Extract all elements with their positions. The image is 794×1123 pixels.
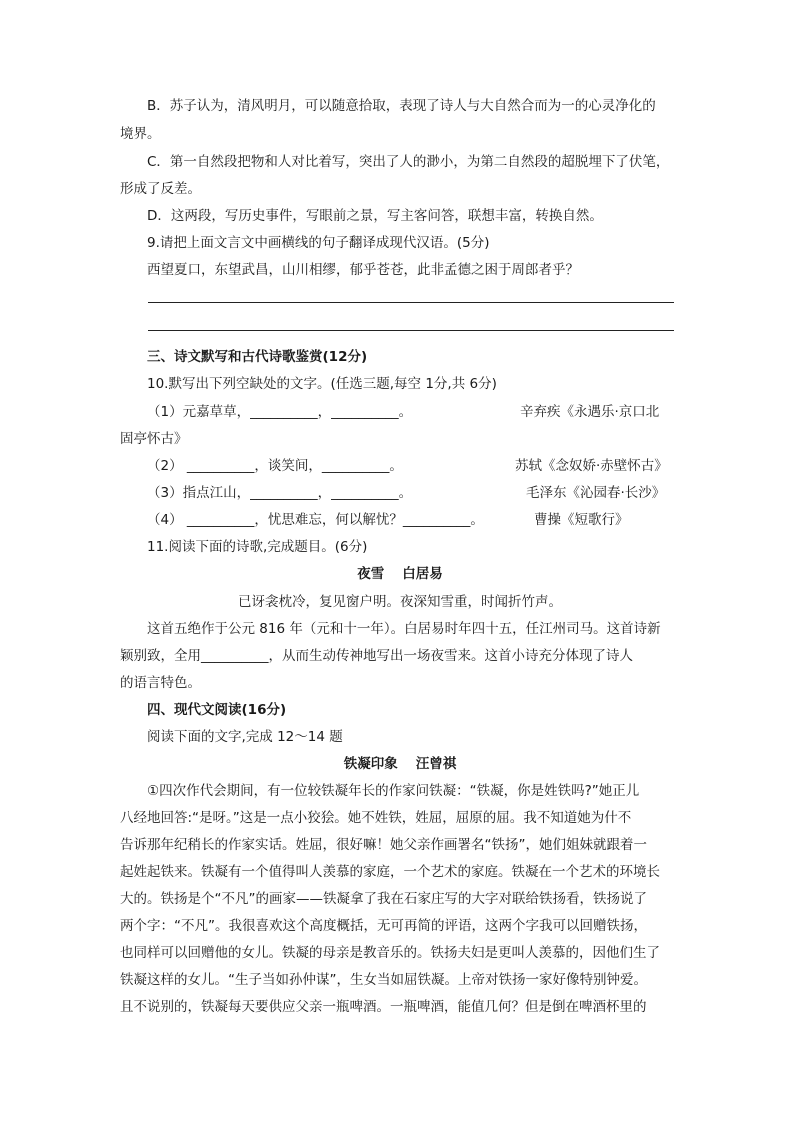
option-c-line1: C．第一自然段把物和人对比着写，突出了人的渺小，为第二自然段的超脱埋下了伏笔， xyxy=(147,154,670,170)
article-para-line: 且不说别的，铁凝每天要供应父亲一瓶啤酒。一瓶啤酒，能值几何？但是倒在啤酒杯里的 xyxy=(120,999,647,1015)
q9-prompt: 9.请把上面文言文中画横线的句子翻译成现代汉语。(5分) xyxy=(147,235,490,251)
q10-item-2-source: 苏轼《念奴娇·赤壁怀古》 xyxy=(515,458,668,474)
section4-prompt: 阅读下面的文字,完成 12～14 题 xyxy=(147,729,343,745)
q10-item-4-source: 曹操《短歌行》 xyxy=(534,512,629,528)
article-para-line: 告诉那年纪稍长的作家实话。姓屈，很好嘛！她父亲作画署名“铁扬”，她们姐妹就跟着一 xyxy=(120,837,647,853)
q10-item-1-source: 辛弃疾《永遇乐·京口北 xyxy=(520,404,660,420)
q10-item-1-source-cont: 固亭怀古》 xyxy=(120,431,188,447)
option-d-line1: D．这两段，写历史事件，写眼前之景，写主客问答，联想丰富，转换自然。 xyxy=(147,208,603,224)
analysis-line2: 颖别致，全用__________，从而生动传神地写出一场夜雪来。这首小诗充分体现了诗人 xyxy=(120,648,633,664)
article-para-line: 八经地回答:“是呀。”这是一点小狡狯。她不姓铁，姓屈，屈原的屈。我不知道她为什不 xyxy=(120,810,632,826)
option-c-line2: 形成了反差。 xyxy=(120,181,201,197)
article-author: 汪曾祺 xyxy=(415,756,457,772)
poem-title: 夜雪 xyxy=(357,566,385,582)
section3-heading: 三、诗文默写和古代诗歌鉴赏(12分) xyxy=(147,349,368,365)
answer-line-2 xyxy=(148,330,674,331)
option-b-line2: 境界。 xyxy=(120,126,161,142)
q10-item-4: （4） __________，忧思难忘，何以解忧？__________。 xyxy=(147,512,484,528)
article-para-line: 铁凝这样的女儿。“生子当如孙仲谋”，生女当如屈铁凝。上帝对铁扬一家好像特别钟爱。 xyxy=(120,972,647,988)
article-para-line: 也同样可以回赠他的女儿。铁凝的母亲是教音乐的。铁扬夫妇是更叫人羡慕的，因他们生了 xyxy=(120,945,660,961)
article-para-line: 大的。铁扬是个“不凡”的画家——铁凝拿了我在石家庄写的大字对联给铁扬看，铁扬说了 xyxy=(120,891,647,907)
option-b-line1: B．苏子认为，清风明月，可以随意拾取，表现了诗人与大自然合而为一的心灵净化的 xyxy=(147,98,656,114)
q10-item-3: （3）指点江山，__________，__________。 xyxy=(147,485,413,501)
analysis-line3: 的语言特色。 xyxy=(120,675,201,691)
poem-title-line xyxy=(120,564,680,584)
poem-text: 已讶衾枕冷，复见窗户明。夜深知雪重，时闻折竹声。 xyxy=(238,594,562,610)
q10-prompt: 10.默写出下列空缺处的文字。(任选三题,每空 1分,共 6分) xyxy=(147,376,497,392)
q10-item-1: （1）元嘉草草，__________，__________。 xyxy=(147,404,413,420)
article-para-line: ①四次作代会期间，有一位较铁凝年长的作家问铁凝：“铁凝，你是姓铁吗?”她正儿 xyxy=(147,783,640,799)
analysis-line1: 这首五绝作于公元 816 年（元和十一年）。白居易时年四十五，任江州司马。这首诗新 xyxy=(147,621,661,637)
section4-heading: 四、现代文阅读(16分) xyxy=(147,702,287,718)
answer-line-1 xyxy=(148,302,674,303)
q10-item-2: （2） __________，谈笑间，__________。 xyxy=(147,458,403,474)
q10-item-3-source: 毛泽东《沁园春·长沙》 xyxy=(526,485,666,501)
article-para-line: 起姓起铁来。铁凝有一个值得叫人羡慕的家庭，一个艺术的家庭。铁凝在一个艺术的环境长 xyxy=(120,864,660,880)
q11-prompt: 11.阅读下面的诗歌,完成题目。(6分) xyxy=(147,539,368,555)
poem-author: 白居易 xyxy=(402,566,443,582)
q9-sentence: 西望夏口，东望武昌，山川相缪，郁乎苍苍，此非孟德之困于周郎者乎？ xyxy=(147,262,579,278)
article-title-line xyxy=(120,754,680,774)
article-title: 铁凝印象 xyxy=(343,756,398,772)
article-para-line: 两个字：“不凡”。我很喜欢这个高度概括，无可再简的评语，这两个字我可以回赠铁扬， xyxy=(120,918,647,934)
